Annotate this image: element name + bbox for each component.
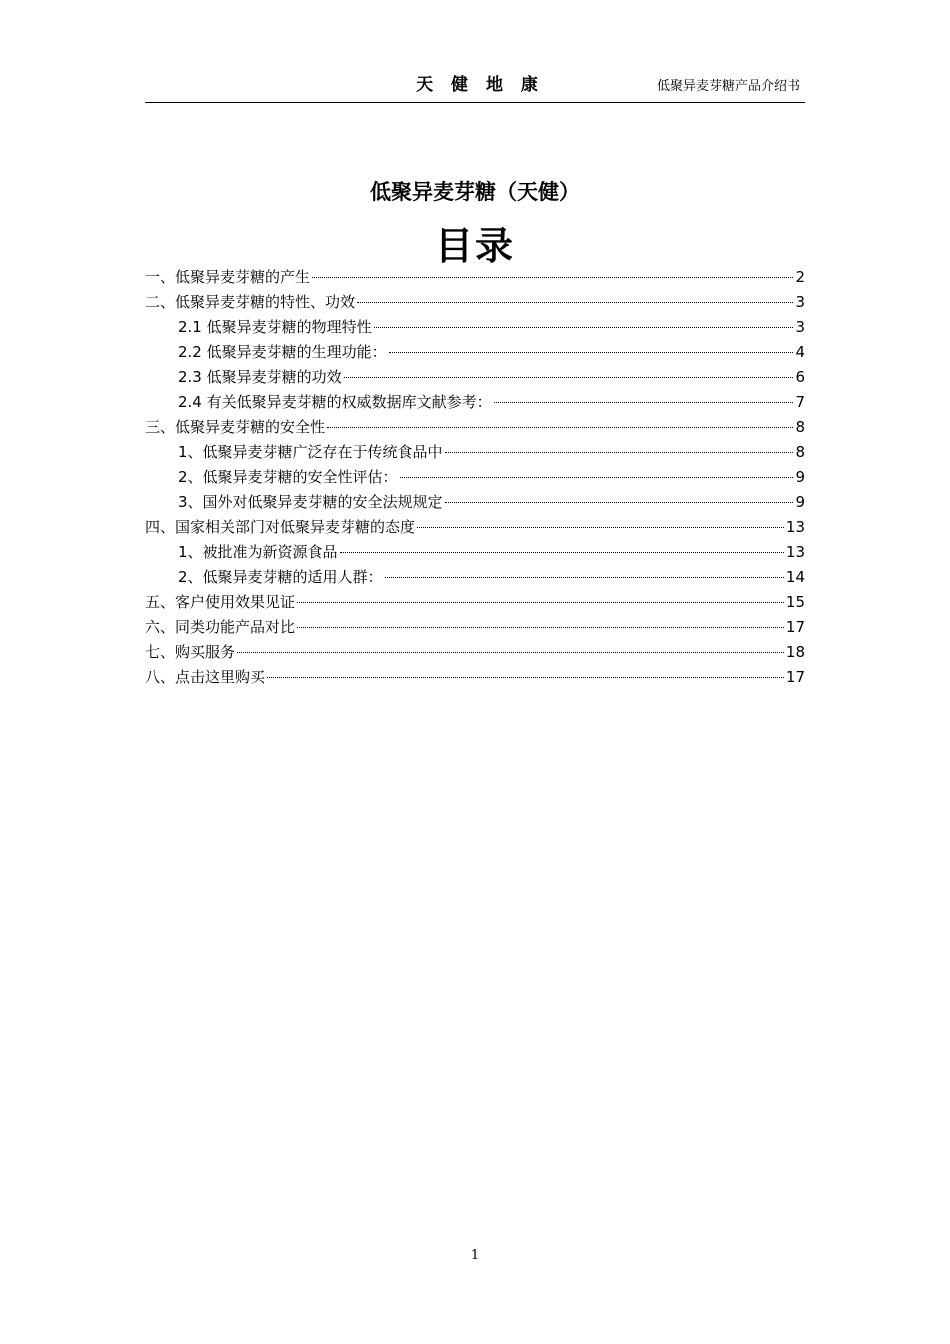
toc-page-number: 9 (795, 493, 805, 511)
toc-dot-leader (385, 577, 784, 578)
toc-page-number: 2 (795, 268, 805, 286)
toc-entry-text[interactable]: 1、被批准为新资源食品 (178, 543, 338, 561)
toc-dot-leader (417, 527, 784, 528)
toc-page-number: 4 (795, 343, 805, 361)
toc-entry-text[interactable]: 2.1 低聚异麦芽糖的物理特性 (178, 318, 372, 336)
header-brand: 天 健 地 康 (416, 75, 544, 95)
toc-entry[interactable] (145, 565, 805, 590)
toc-page-number: 17 (785, 618, 805, 636)
toc-dot-leader (357, 302, 793, 303)
toc-entry[interactable] (145, 615, 805, 640)
toc-entry-text[interactable]: 八、点击这里购买 (145, 668, 266, 686)
toc-page-number: 15 (785, 593, 805, 611)
toc-entry[interactable] (145, 440, 805, 465)
toc-page-number: 6 (795, 368, 805, 386)
toc-dot-leader (340, 552, 784, 553)
toc-entry[interactable] (145, 390, 805, 415)
toc-page-number: 7 (795, 393, 805, 411)
toc-entry-text[interactable]: 2.4 有关低聚异麦芽糖的权威数据库文献参考： (178, 393, 492, 411)
toc-entry[interactable] (145, 540, 805, 565)
toc-entry[interactable] (145, 490, 805, 515)
toc-entry-text[interactable]: 六、同类功能产品对比 (145, 618, 296, 636)
toc-page-number: 17 (785, 668, 805, 686)
toc-entry[interactable] (145, 340, 805, 365)
toc-page-number: 3 (795, 318, 805, 336)
toc-entry-text[interactable]: 3、国外对低聚异麦芽糖的安全法规规定 (178, 493, 443, 511)
header-doc-name: 低聚异麦芽糖产品介绍书 (656, 79, 800, 94)
toc-entry-text[interactable]: 一、低聚异麦芽糖的产生 (145, 268, 311, 286)
toc-page-number: 13 (785, 518, 805, 536)
toc-entry-text[interactable]: 二、低聚异麦芽糖的特性、功效 (145, 293, 356, 311)
toc-entry[interactable] (145, 315, 805, 340)
toc-dot-leader (445, 502, 794, 503)
toc-entry[interactable] (145, 590, 805, 615)
toc-dot-leader (327, 427, 793, 428)
header-divider (145, 102, 805, 103)
toc-dot-leader (312, 277, 793, 278)
page-number: 1 (470, 1248, 480, 1263)
toc-entry[interactable] (145, 265, 805, 290)
toc-entry[interactable] (145, 665, 805, 690)
toc-page-number: 18 (785, 643, 805, 661)
toc-page-number: 8 (795, 418, 805, 436)
toc-heading: 目录 (434, 224, 515, 268)
toc-entry-text[interactable]: 2、低聚异麦芽糖的适用人群： (178, 568, 383, 586)
toc-dot-leader (445, 452, 794, 453)
toc-page-number: 3 (795, 293, 805, 311)
toc-entry-text[interactable]: 三、低聚异麦芽糖的安全性 (145, 418, 326, 436)
toc-entry-text[interactable]: 1、低聚异麦芽糖广泛存在于传统食品中 (178, 443, 443, 461)
toc-entry-text[interactable]: 2、低聚异麦芽糖的安全性评估： (178, 468, 398, 486)
toc-page-number: 9 (795, 468, 805, 486)
toc-entry[interactable] (145, 290, 805, 315)
toc-dot-leader (297, 627, 784, 628)
document-title: 低聚异麦芽糖（天健） (370, 180, 580, 204)
table-of-contents (145, 265, 805, 690)
toc-entry[interactable] (145, 415, 805, 440)
toc-page-number: 8 (795, 443, 805, 461)
toc-dot-leader (374, 327, 794, 328)
toc-dot-leader (494, 402, 794, 403)
toc-dot-leader (400, 477, 794, 478)
toc-page-number: 14 (785, 568, 805, 586)
toc-entry-text[interactable]: 五、客户使用效果见证 (145, 593, 296, 611)
toc-entry-text[interactable]: 2.3 低聚异麦芽糖的功效 (178, 368, 342, 386)
toc-dot-leader (297, 602, 784, 603)
toc-entry[interactable] (145, 365, 805, 390)
toc-entry-text[interactable]: 七、购买服务 (145, 643, 236, 661)
toc-dot-leader (267, 677, 784, 678)
toc-entry[interactable] (145, 515, 805, 540)
toc-entry[interactable] (145, 640, 805, 665)
toc-dot-leader (344, 377, 794, 378)
toc-entry[interactable] (145, 465, 805, 490)
toc-page-number: 13 (785, 543, 805, 561)
toc-dot-leader (237, 652, 784, 653)
toc-entry-text[interactable]: 四、国家相关部门对低聚异麦芽糖的态度 (145, 518, 416, 536)
toc-dot-leader (389, 352, 794, 353)
toc-entry-text[interactable]: 2.2 低聚异麦芽糖的生理功能： (178, 343, 387, 361)
